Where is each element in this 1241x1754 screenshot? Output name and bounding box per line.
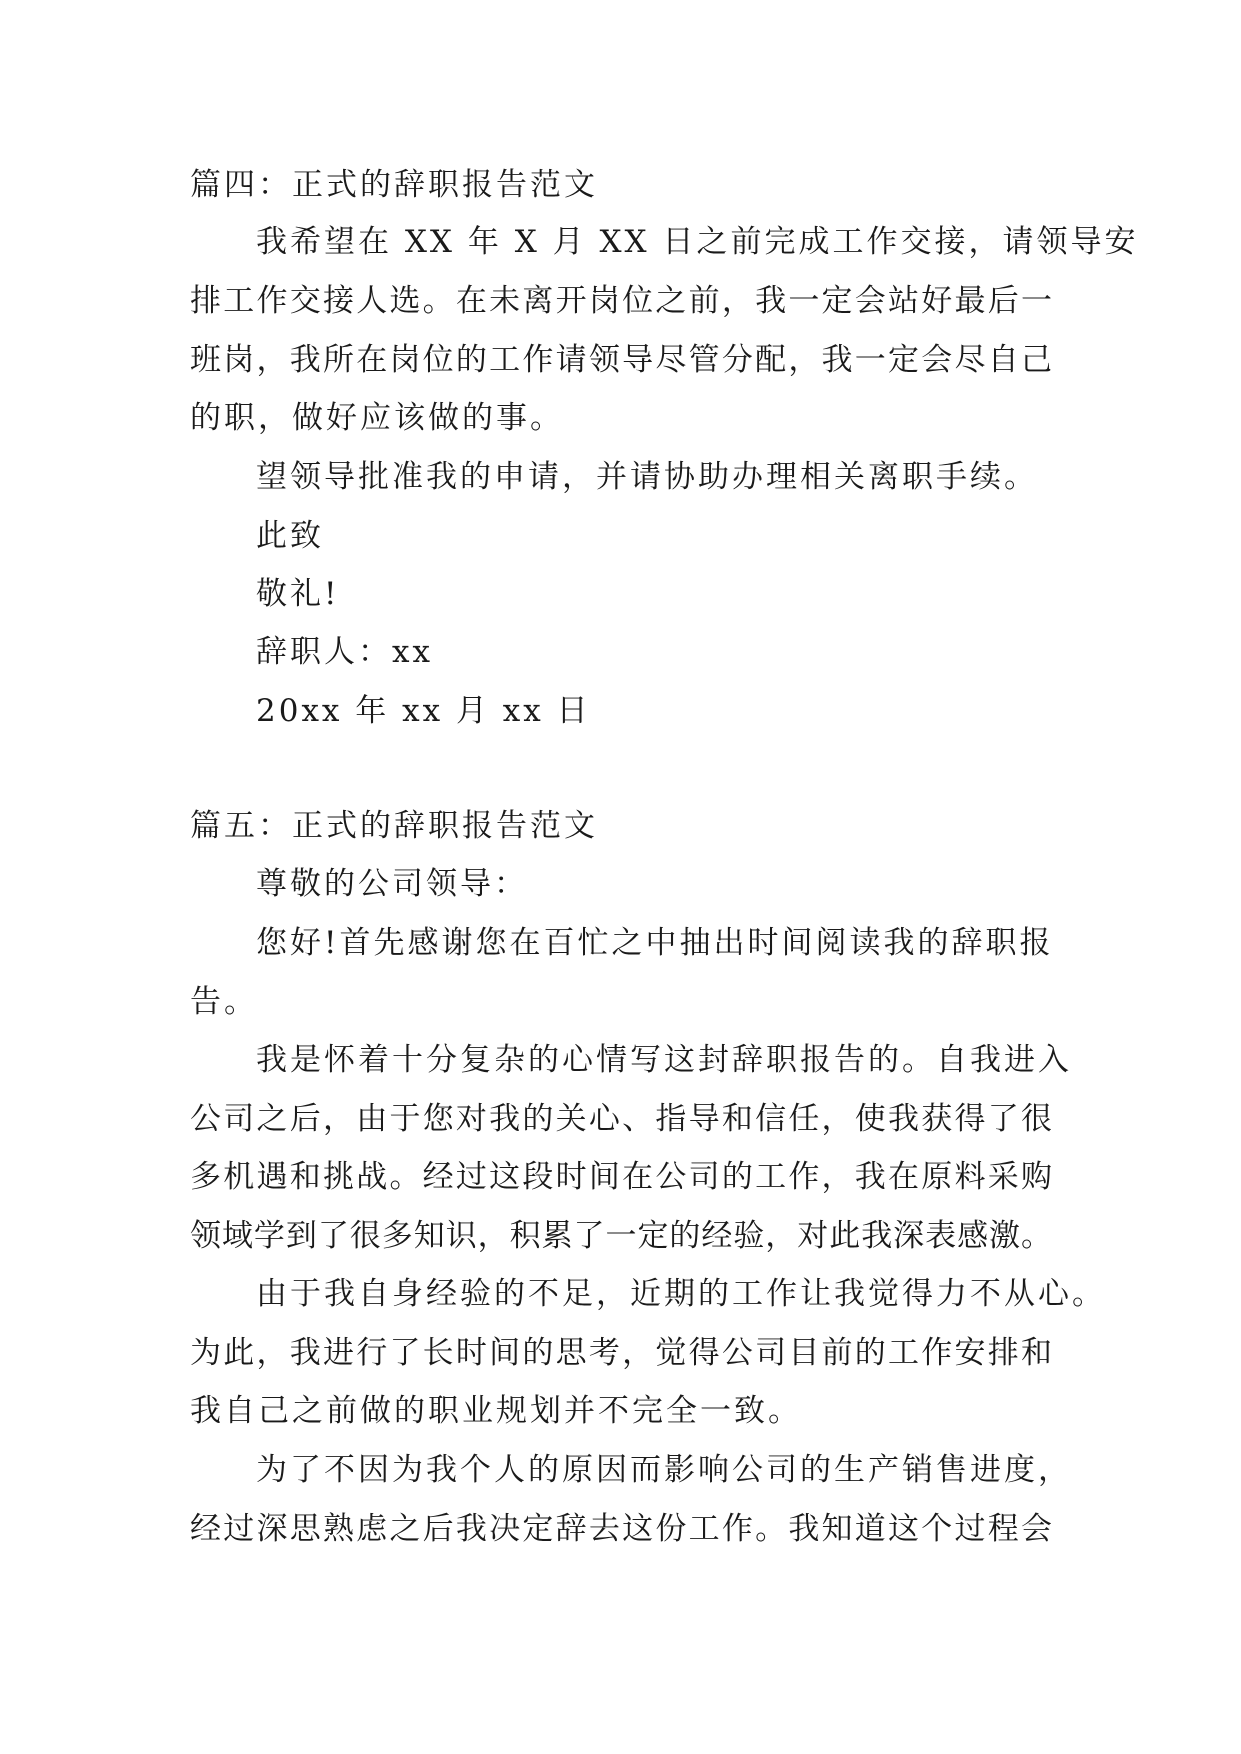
section5-para3-line3: 我自己之前做的职业规划并不完全一致。 [190, 1393, 802, 1429]
section4-date: 20xx 年 xx 月 xx 日 [256, 693, 591, 729]
section5-para2-line1: 我是怀着十分复杂的心情写这封辞职报告的。自我进入 [256, 1042, 1072, 1078]
section5-salutation: 尊敬的公司领导： [256, 866, 528, 902]
section5-para2-line4: 领域学到了很多知识，积累了一定的经验，对此我深表感激。 [190, 1218, 1052, 1254]
section4-para1-line3: 班岗，我所在岗位的工作请领导尽管分配，我一定会尽自己 [190, 342, 1052, 378]
section4-closing1: 此致 [256, 518, 324, 554]
section5-para1-line2: 告。 [190, 984, 258, 1020]
section4-signer: 辞职人：xx [256, 634, 433, 670]
section4-para2: 望领导批准我的申请，并请协助办理相关离职手续。 [256, 459, 1038, 495]
section5-para1-line1: 您好!首先感谢您在百忙之中抽出时间阅读我的辞职报 [256, 925, 1054, 961]
section5-para4-line2: 经过深思熟虑之后我决定辞去这份工作。我知道这个过程会 [190, 1511, 1052, 1547]
section5-para2-line2: 公司之后，由于您对我的关心、指导和信任，使我获得了很 [190, 1101, 1052, 1137]
section5-heading: 篇五：正式的辞职报告范文 [190, 808, 598, 844]
section4-para1-line2: 排工作交接人选。在未离开岗位之前，我一定会站好最后一 [190, 283, 1052, 319]
section5-para3-line1: 由于我自身经验的不足，近期的工作让我觉得力不从心。 [256, 1276, 1106, 1312]
section4-heading: 篇四：正式的辞职报告范文 [190, 167, 598, 203]
section5-para4-line1: 为了不因为我个人的原因而影响公司的生产销售进度， [256, 1452, 1072, 1488]
section4-closing2: 敬礼! [256, 576, 340, 612]
section4-para1-line4: 的职，做好应该做的事。 [190, 400, 564, 436]
section5-para2-line3: 多机遇和挑战。经过这段时间在公司的工作，我在原料采购 [190, 1159, 1052, 1195]
section4-para1-line1: 我希望在 XX 年 X 月 XX 日之前完成工作交接，请领导安 [256, 224, 1139, 260]
section5-para3-line2: 为此，我进行了长时间的思考，觉得公司目前的工作安排和 [190, 1335, 1052, 1371]
